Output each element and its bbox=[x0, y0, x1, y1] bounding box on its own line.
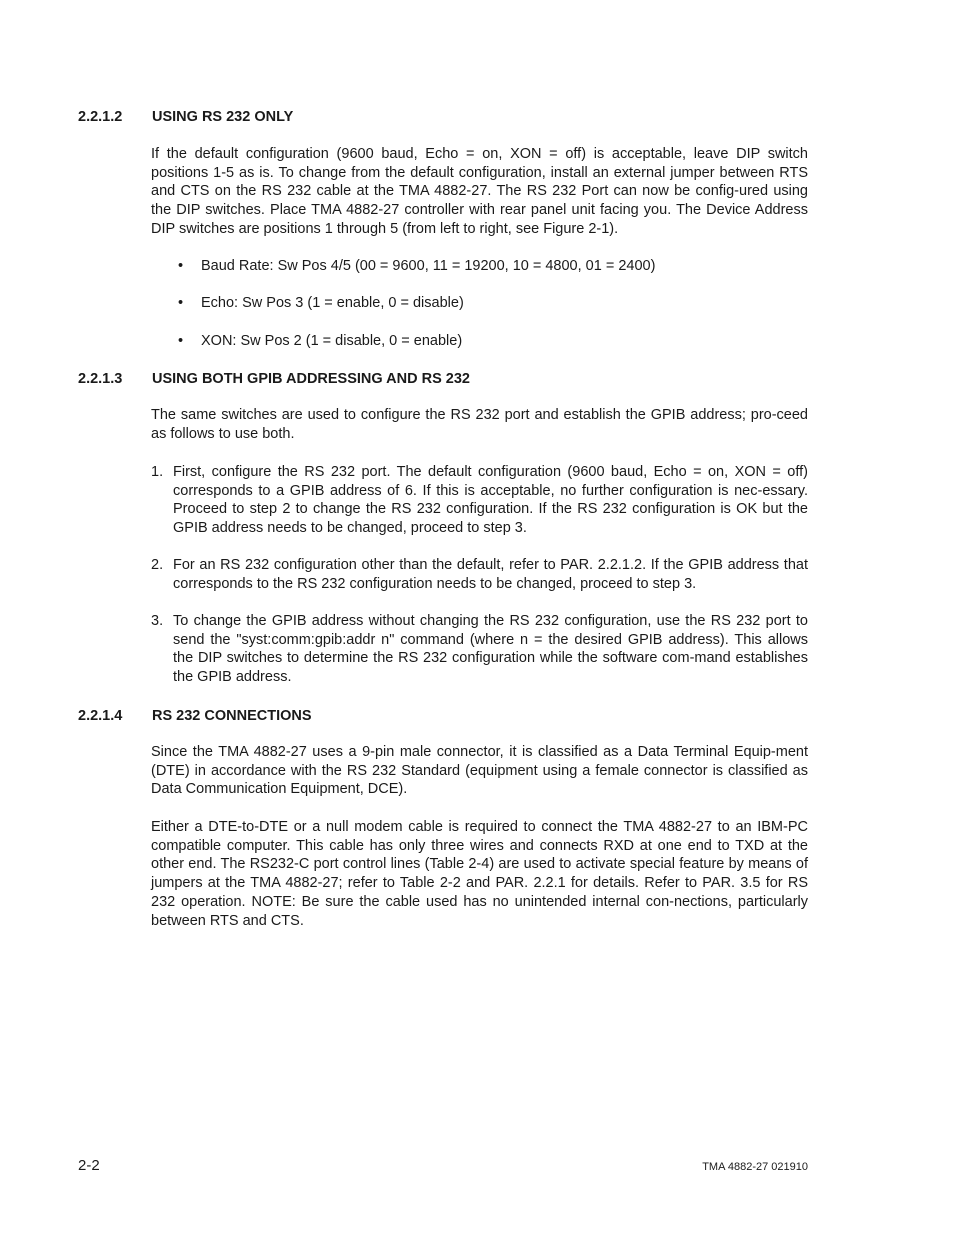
bullet-icon: • bbox=[178, 295, 184, 311]
section-title: USING RS 232 ONLY bbox=[152, 109, 294, 125]
section-heading-2-2-1-3 bbox=[78, 370, 470, 388]
bullet-text: Baud Rate: Sw Pos 4/5 (00 = 9600, 11 = 19200, 10 = 4800, 01 = 2400) bbox=[201, 258, 656, 274]
section-paragraph: The same switches are used to configure the RS 232 port and establish the GPIB address; pro-ceed as follows to use both. bbox=[151, 407, 808, 442]
numbered-step bbox=[151, 463, 808, 538]
section-paragraph: Since the TMA 4882-27 uses a 9-pin male connector, it is classified as a Data Terminal Equip-ment (DTE) in accordance with the RS 232 Standard (equipment using a female connector is classified as Data Communication Equipment, DCE). bbox=[151, 744, 808, 798]
section-heading-2-2-1-4 bbox=[78, 707, 312, 725]
numbered-step bbox=[151, 556, 808, 593]
section-title: USING BOTH GPIB ADDRESSING AND RS 232 bbox=[152, 371, 470, 387]
section-title: RS 232 CONNECTIONS bbox=[152, 708, 312, 724]
page-number: 2-2 bbox=[78, 1157, 100, 1174]
section-number: 2.2.1.2 bbox=[78, 109, 123, 125]
section-number: 2.2.1.3 bbox=[78, 371, 123, 387]
step-number: 1. bbox=[151, 464, 164, 480]
bullet-item bbox=[178, 332, 462, 351]
step-text: For an RS 232 configuration other than the default, refer to PAR. 2.2.1.2. If the GPIB address that corresponds to the RS 232 configuration needs to be changed, proceed to step 3. bbox=[173, 557, 808, 592]
step-number: 2. bbox=[151, 557, 164, 573]
bullet-text: Echo: Sw Pos 3 (1 = enable, 0 = disable) bbox=[201, 295, 464, 311]
step-number: 3. bbox=[151, 613, 164, 629]
bullet-icon: • bbox=[178, 333, 184, 349]
section-heading-2-2-1-2 bbox=[78, 108, 293, 126]
step-text: First, configure the RS 232 port. The default configuration (9600 baud, Echo = on, XON = off) corresponds to a GPIB address of 6. If this is acceptable, no further configuration is nec-essary. Proceed to step 2 to change the RS 232 configuration. If the RS 232 configuration is OK but the GPIB address needs to be changed, proceed to step 3. bbox=[173, 464, 808, 537]
bullet-text: XON: Sw Pos 2 (1 = disable, 0 = enable) bbox=[201, 333, 463, 349]
section-paragraph: If the default configuration (9600 baud, Echo = on, XON = off) is acceptable, leave DIP switch positions 1-5 as is. To change from the default configuration, install an external jumper between RTS and CTS on the RS 232 cable at the TMA 4882-27. The RS 232 Port can now be config-ured using the DIP switches. Place TMA 4882-27 controller with rear panel unit facing you. The Device Address DIP switches are positions 1 through 5 (from left to right, see Figure 2-1). bbox=[151, 146, 808, 237]
bullet-icon: • bbox=[178, 258, 184, 274]
step-text: To change the GPIB address without changing the RS 232 configuration, use the RS 232 port to send the "syst:comm:gpib:addr n" command (where n = the desired GPIB address). This allows the DIP switches to determine the RS 232 configuration while the software com-mand establishes the GPIB address. bbox=[173, 613, 808, 686]
bullet-item bbox=[178, 294, 464, 313]
section-number: 2.2.1.4 bbox=[78, 708, 123, 724]
document-id: TMA 4882-27 021910 bbox=[702, 1161, 808, 1173]
section-paragraph: Either a DTE-to-DTE or a null modem cable is required to connect the TMA 4882-27 to an IBM-PC compatible computer. This cable has only three wires and connects RXD at one end to TXD at the other end. The RS232-C port control lines (Table 2-4) are used to activate special feature by means of jumpers at the TMA 4882-27; refer to Table 2-2 and PAR. 2.2.1 for details. Refer to PAR. 3.5 for RS 232 operation. NOTE: Be sure the cable used has no unintended internal con-nections, particularly between RTS and CTS. bbox=[151, 819, 808, 929]
bullet-item bbox=[178, 257, 655, 276]
numbered-step bbox=[151, 612, 808, 687]
